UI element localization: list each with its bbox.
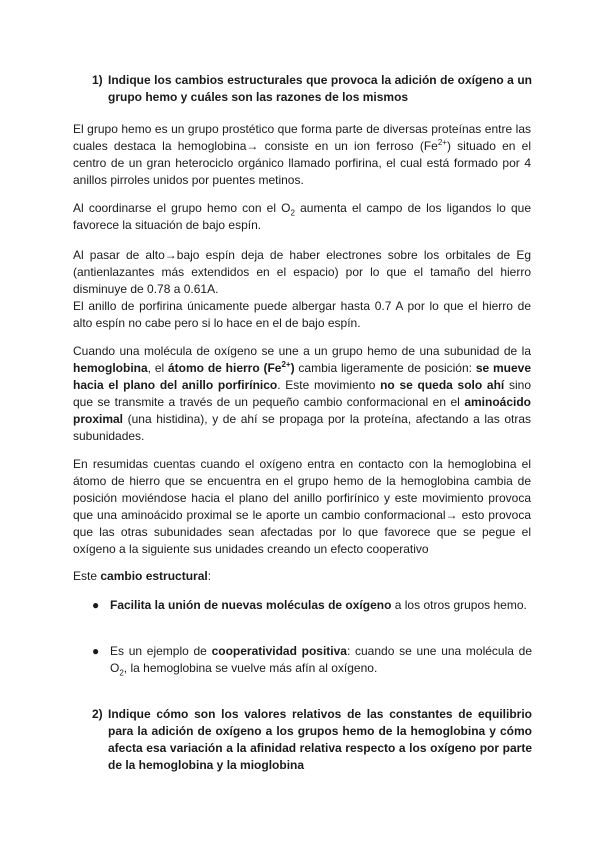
question-1-text: Indique los cambios estructurales que provoca la adición de oxígeno a un grupo hemo y cuáles son las razones de los mismos <box>108 73 532 104</box>
p4-b2-sup: 2+ <box>281 360 291 369</box>
p4-b2-text: átomo de hierro (Fe <box>168 361 282 375</box>
p6-t1: Este <box>73 569 101 583</box>
p2-subscript: 2 <box>290 208 295 218</box>
question-2-text: Indique cómo son los valores relativos de las constantes de equilibrio para la adición de oxígeno a los grupos hemo de la hemoglobina y cómo afecta esa variación a la afinidad relativa respecto a los oxígeno por parte de la hemoglobina y la mioglobina <box>108 707 532 772</box>
paragraph-coordination <box>73 200 531 234</box>
p2-text-b: aumenta el campo de los ligandos lo que favorece la situación de bajo espín. <box>73 201 531 232</box>
p4-b4: no se queda solo ahí <box>380 378 505 392</box>
p4-b5: aminoácido proximal <box>73 395 531 426</box>
bullet-item-1 <box>92 597 532 614</box>
paragraph-spin <box>73 247 531 332</box>
bullet-2-bold: cooperatividad positiva <box>211 644 347 658</box>
paragraph-hemo-group <box>73 121 531 189</box>
bullet-2-t2: : cuando se une una molécula de O <box>110 644 532 675</box>
p2-text-a: Al coordinarse el grupo hemo con el O <box>73 201 291 215</box>
question-2 <box>92 706 532 774</box>
bullet-dot-icon: ● <box>92 644 100 658</box>
p6-b1: cambio estructural <box>100 569 208 583</box>
bullet-1-rest: a los otros grupos hemo. <box>391 598 527 612</box>
p4-t1: Cuando una molécula de oxígeno se une a un grupo hemo de una subunidad de la <box>73 344 531 358</box>
bullet-2-t3: , la hemoglobina se vuelve más afín al oxígeno. <box>123 661 378 675</box>
p4-t5: sino que se transmite a través de un pequeño cambio conformacional en el <box>73 378 531 409</box>
p4-b2 <box>168 361 295 375</box>
p4-t2: , el <box>147 361 168 375</box>
question-1 <box>92 72 532 106</box>
p4-b1: hemoglobina <box>73 361 148 375</box>
bullet-1-bold: Facilita la unión de nuevas moléculas de oxígeno <box>110 598 392 612</box>
p5-text: En resumidas cuentas cuando el oxígeno entra en contacto con la hemoglobina el átomo de hierro que se encuentra en el grupo hemo de la hemoglobina cambia de posición moviéndose hacia el plano del anillo porfirínico y este movimiento provoca que una aminoácido proximal se le aporte un cambio conformacional→ esto provoca que las otras subunidades sean afectadas por lo que favorece que se pegue el oxígeno a la siguiente sus unidades creando un efecto cooperativo <box>73 457 531 556</box>
p1-text-b: ) situado en el centro de un gran heterociclo orgánico llamado porfirina, el cual está formado por 4 anillos pirroles unidos por puentes metinos. <box>73 139 531 187</box>
paragraph-summary <box>73 456 531 558</box>
p4-b2-end: ) <box>290 361 295 375</box>
paragraph-oxygen-binding <box>73 343 531 445</box>
bullet-2-sub: 2 <box>119 668 124 678</box>
p3-line-2: El anillo de porfirina únicamente puede albergar hasta 0.7 A por lo que el hierro de alto espín no cabe pero si lo hace en el de bajo espín. <box>73 299 531 330</box>
paragraph-structural-change-intro <box>73 568 531 585</box>
bullet-2-t1: Es un ejemplo de <box>110 644 212 658</box>
p1-superscript: 2+ <box>437 138 447 147</box>
bullet-item-2 <box>92 643 532 677</box>
bullet-dot-icon: ● <box>92 598 100 612</box>
p3-line-1: Al pasar de alto→bajo espín deja de haber electrones sobre los orbitales de Eg (antienlazantes más extendidos en el espacio) por lo que el tamaño del hierro disminuye de 0.78 a 0.61A. <box>73 248 531 296</box>
p4-b3: se mueve hacia el plano del anillo porfirínico <box>73 361 532 392</box>
p1-text-a: El grupo hemo es un grupo prostético que forma parte de diversas proteínas entre las cuales destaca la hemoglobina→ consiste en un ion ferroso (Fe <box>73 122 531 153</box>
question-2-number: 2) <box>92 707 103 721</box>
p4-t4: . Este movimiento <box>277 378 381 392</box>
p4-t3: cambia ligeramente de posición: <box>294 361 476 375</box>
p4-t6: (una histidina), y de ahí se propaga por la proteína, afectando a las otras subunidades. <box>73 412 531 443</box>
question-1-number: 1) <box>92 73 103 87</box>
p6-t2: : <box>207 569 212 583</box>
